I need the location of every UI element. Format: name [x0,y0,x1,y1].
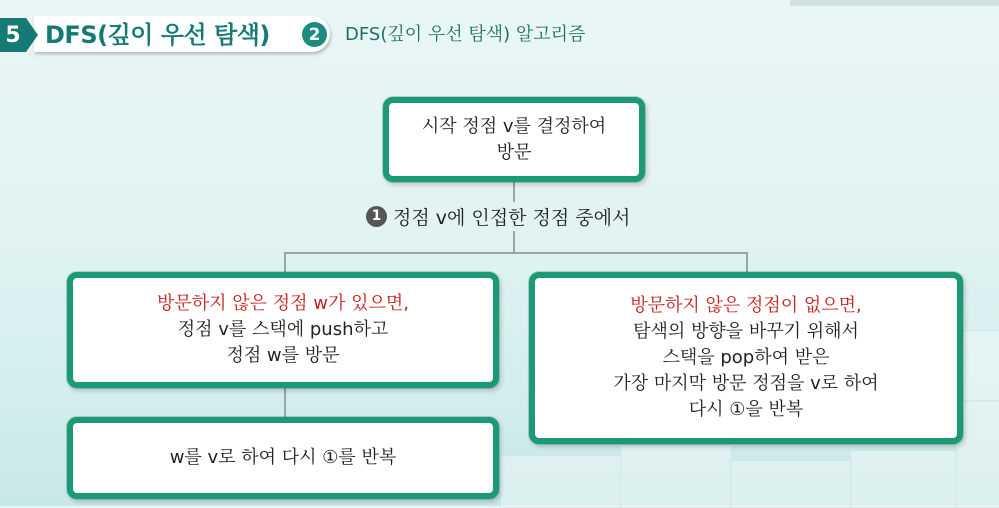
connector-cond-down [513,231,515,253]
unvisited-exists-highlight: 방문하지 않은 정점 w가 있으면, [157,293,409,314]
no-unvisited-box [529,272,963,444]
unvisited-exists-box [67,272,499,388]
right-box-line5: 다시 ①을 반복 [688,399,804,420]
top-decor-bar [790,0,999,6]
adjacent-condition [366,203,630,229]
chevron-right-icon [26,18,38,52]
background-tile [500,455,622,508]
right-box-line2: 탐색의 방향을 바꾸기 위해서 [633,321,859,342]
right-box-line4: 가장 마지막 방문 정점을 v로 하여 [613,373,879,394]
connector-start-down [513,180,515,202]
left-box-line2: 정점 v를 스택에 push하고 [177,319,389,340]
start-vertex-box [383,97,645,182]
header-title: DFS(깊이 우선 탐색) [45,21,270,49]
connector-left-down [284,252,286,274]
background-tile [850,450,957,508]
header-subtitle: DFS(깊이 우선 탐색) 알고리즘 [345,24,586,45]
repeat-box-text: w를 v로 하여 다시 ①를 반복 [169,447,397,468]
no-unvisited-highlight: 방문하지 않은 정점이 없으면, [630,295,862,316]
connector-left-bottom [284,385,286,419]
right-box-line3: 스택을 pop하여 받은 [662,347,830,368]
section-number: 5 [0,18,26,52]
repeat-box [67,417,499,499]
left-box-line3: 정점 w를 방문 [226,345,340,366]
background-tile [730,460,852,508]
step-number-badge: 2 [302,22,327,47]
start-box-line1: 시작 정점 v를 결정하여 [421,115,607,137]
background-tile [620,445,732,508]
connector-right-down [746,252,748,274]
condition-text: 정점 v에 인접한 정점 중에서 [393,206,631,229]
condition-number-badge: 1 [366,206,387,227]
connector-horizontal [284,252,748,254]
start-box-line2: 방문 [496,141,532,163]
